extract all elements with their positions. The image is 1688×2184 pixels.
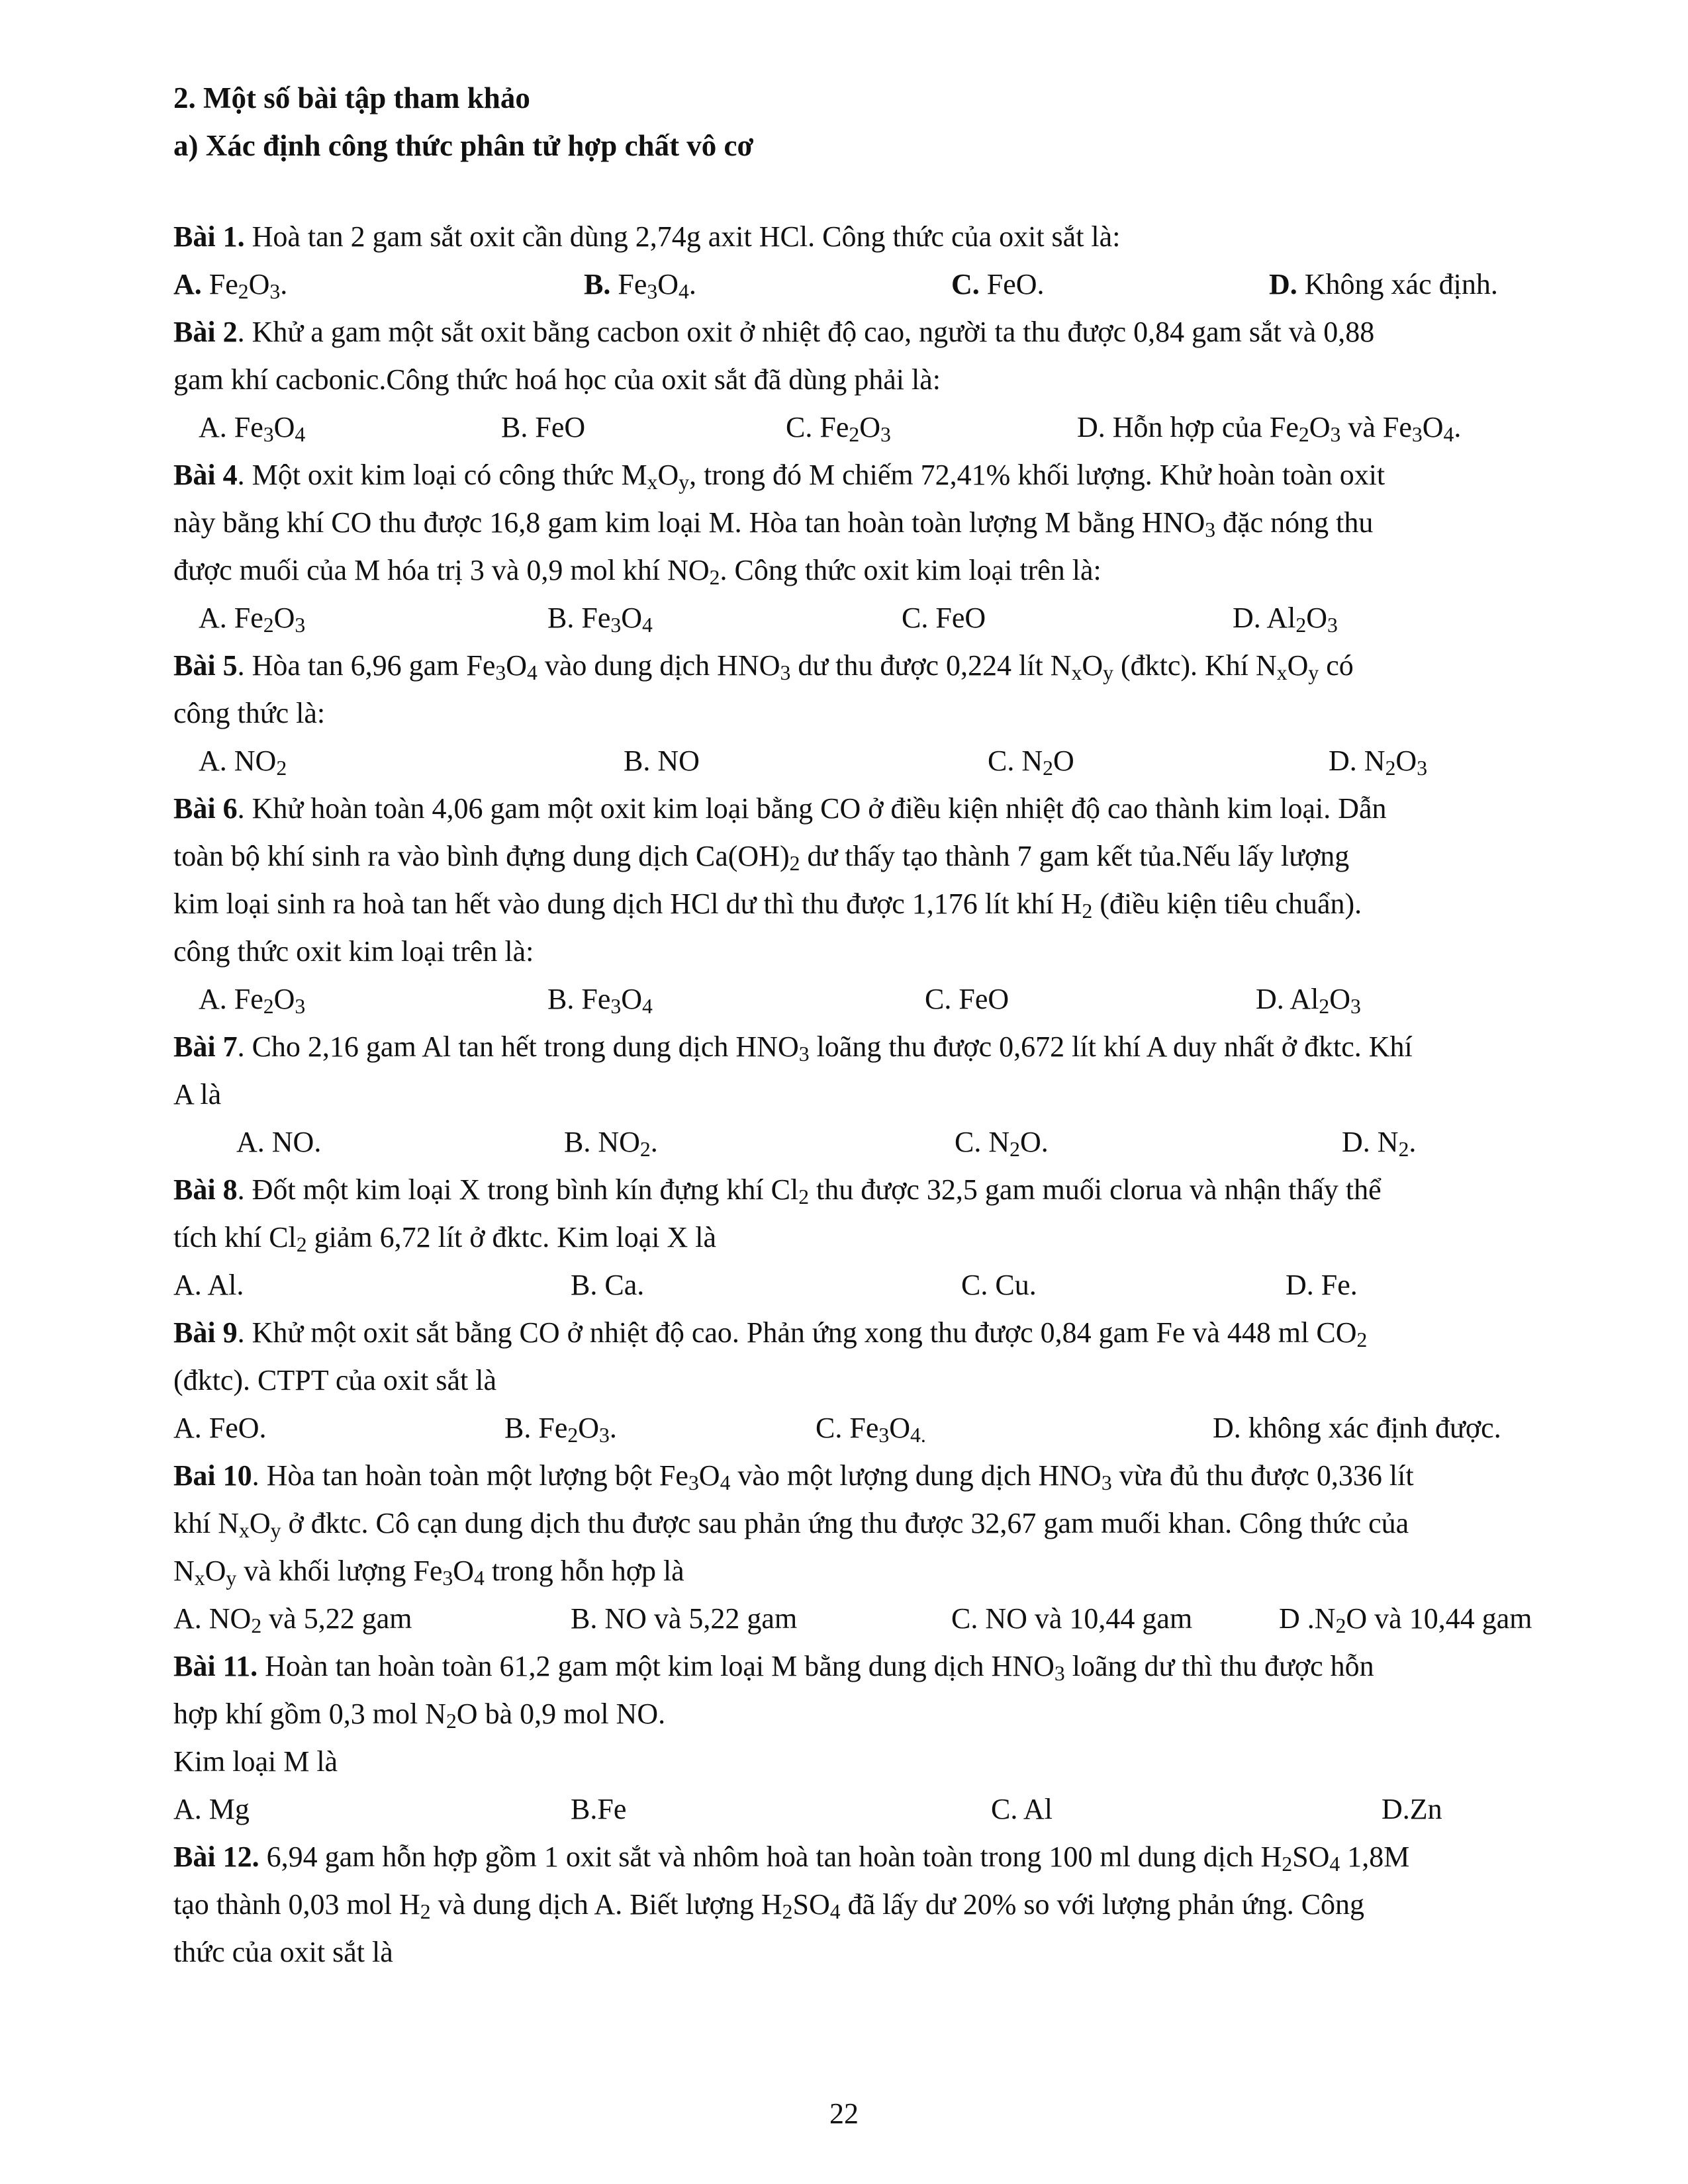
- line-text: Kim loại M là: [173, 1745, 338, 1778]
- exercise-list: [173, 213, 1597, 1976]
- answer-option: [961, 1261, 1037, 1309]
- option-text: B. $NO_2$.: [564, 1126, 658, 1161]
- exercise-label: Bài 4: [173, 459, 238, 491]
- option-text: D. không xác định được.: [1213, 1412, 1501, 1444]
- exercise-label: Bai 10: [173, 1459, 252, 1492]
- text-line: [173, 833, 1597, 880]
- line-text: hợp khí gồm 0,3 mol $N_2O$ bà 0,9 mol NO.: [173, 1698, 666, 1733]
- line-text: 6,94 gam hỗn hợp gồm 1 oxit sắt và nhôm hoà tan hoàn toàn trong 100 ml dung dịch $H_2SO_4$ 1,8M: [259, 1841, 1410, 1876]
- line-text: Hoàn tan hoàn toàn 61,2 gam một kim loại M bằng dung dịch $HNO_3$ loãng dư thì thu được hỗn: [258, 1650, 1374, 1685]
- exercise-label: Bài 8: [173, 1173, 238, 1206]
- answer-option: [1382, 1786, 1442, 1833]
- line-text: . Cho 2,16 gam Al tan hết trong dung dịch $HNO_3$ loãng thu được 0,672 lít khí A duy nhất ở đktc. Khí: [237, 1030, 1413, 1066]
- answer-options-row: [173, 1595, 1597, 1643]
- answer-option: [173, 1404, 267, 1452]
- line-text: này bằng khí CO thu được 16,8 gam kim loại M. Hòa tan hoàn toàn lượng M bằng $HNO_3$ đặc nóng thu: [173, 506, 1374, 541]
- exercise-title-line: [173, 1452, 1597, 1500]
- exercise-title-line: [173, 1166, 1597, 1214]
- spacer: [173, 169, 1597, 213]
- line-text: . Khử hoàn toàn 4,06 gam một oxit kim loại bằng CO ở điều kiện nhiệt độ cao thành kim loại. Dẫn: [237, 792, 1387, 825]
- answer-options-row: [173, 404, 1597, 451]
- option-text: C. FeO: [902, 602, 986, 634]
- answer-option: [955, 1118, 1049, 1166]
- option-text: D. Fe.: [1286, 1269, 1358, 1301]
- answer-option: [1233, 594, 1338, 642]
- option-text: FeO.: [979, 268, 1045, 300]
- text-line: [173, 690, 1597, 737]
- text-line: [173, 1500, 1597, 1547]
- line-text: . Hòa tan hoàn toàn một lượng bột $Fe_3O_4$ vào một lượng dung dịch $HNO_3$ vừa đủ thu được 0,336 lít: [252, 1459, 1414, 1494]
- answer-option: [1329, 737, 1427, 785]
- answer-option: [564, 1118, 658, 1166]
- line-text: thức của oxit sắt là: [173, 1936, 393, 1968]
- subsection-heading: a) Xác định công thức phân tử hợp chất vô cơ: [173, 129, 754, 162]
- option-text: B. Ca.: [571, 1269, 645, 1301]
- line-text: được muối của M hóa trị 3 và 0,9 mol khí $NO_2$. Công thức oxit kim loại trên là:: [173, 554, 1102, 589]
- answer-option: [199, 737, 287, 785]
- exercise-label: Bài 6: [173, 792, 238, 825]
- answer-option: [951, 261, 1045, 308]
- line-text: kim loại sinh ra hoà tan hết vào dung dịch HCl dư thì thu được 1,176 lít khí $H_2$ (điều kiện tiêu chuẩn).: [173, 887, 1362, 923]
- text-line: [173, 1690, 1597, 1738]
- answer-option: [173, 1595, 412, 1643]
- exercise-label: Bài 5: [173, 649, 238, 682]
- option-text: A. FeO.: [173, 1412, 267, 1444]
- answer-option: [902, 594, 986, 642]
- exercise-title-line: [173, 1643, 1597, 1690]
- exercise-label: Bài 12.: [173, 1841, 259, 1873]
- line-text: toàn bộ khí sinh ra vào bình đựng dung dịch $Ca(OH)_2$ dư thấy tạo thành 7 gam kết tủa.Nếu lấy lượng: [173, 840, 1350, 875]
- answer-option: [173, 261, 287, 308]
- answer-option: [951, 1595, 1192, 1643]
- answer-option: [571, 1595, 797, 1643]
- option-text: D. $N_2$.: [1342, 1126, 1417, 1161]
- option-text: $Fe_3O_4$.: [610, 268, 696, 303]
- text-line: [173, 1881, 1597, 1929]
- answer-option: [925, 976, 1009, 1023]
- exercise-label: Bài 7: [173, 1030, 238, 1063]
- option-text: B. NO và 5,22 gam: [571, 1602, 798, 1635]
- option-text: Không xác định.: [1297, 268, 1498, 300]
- option-text: B. NO: [624, 745, 700, 777]
- option-text: D. $N_2O_3$: [1329, 745, 1428, 780]
- option-text: B. $Fe_3O_4$: [547, 983, 653, 1018]
- option-text: A. $Fe_2O_3$: [199, 983, 306, 1018]
- option-text: D $.N_2O$ và 10,44 gam: [1279, 1602, 1532, 1637]
- option-text: B.Fe: [571, 1793, 627, 1825]
- option-text: C. $Fe_2O_3$: [786, 411, 891, 446]
- answer-option: [501, 404, 585, 451]
- answer-option: [624, 737, 700, 785]
- answer-option: [786, 404, 891, 451]
- page-number: 22: [829, 2097, 859, 2130]
- text-line: [173, 928, 1597, 976]
- option-text: C. $Fe_3O_{4.}$: [816, 1412, 926, 1447]
- answer-option: [199, 404, 305, 451]
- answer-option: [584, 261, 696, 308]
- option-text: A. $Fe_2O_3$: [199, 602, 306, 637]
- line-text: . Hòa tan 6,96 gam $Fe_3O_4$ vào dung dịch $HNO_3$ dư thu được 0,224 lít $N_xO_y$ (đktc). Khí $N_xO_y$ có: [237, 649, 1354, 684]
- exercise-label: Bài 2: [173, 316, 238, 348]
- text-line: [173, 1547, 1597, 1595]
- option-text: A. NO.: [236, 1126, 322, 1158]
- answer-options-row: [173, 737, 1597, 785]
- line-text: . Đốt một kim loại X trong bình kín đựng khí $Cl_2$ thu được 32,5 gam muối clorua và nhận thấy thể: [237, 1173, 1382, 1208]
- text-line: [173, 547, 1597, 594]
- option-text: D. Hỗn hợp của $Fe_2O_3$ và $Fe_3O_4$.: [1077, 411, 1462, 446]
- section-heading: 2. Một số bài tập tham khảo: [173, 81, 530, 114]
- exercise-title-line: [173, 213, 1597, 261]
- answer-options-row: [173, 1786, 1597, 1833]
- answer-option: [236, 1118, 321, 1166]
- text-line: [173, 880, 1597, 928]
- line-text: . Một oxit kim loại có công thức $M_xO_y$, trong đó M chiếm 72,41% khối lượng. Khử hoàn toàn oxit: [237, 459, 1385, 494]
- option-text: A. Al.: [173, 1269, 244, 1301]
- option-text: A. Mg: [173, 1793, 250, 1825]
- exercise-title-line: [173, 642, 1597, 690]
- answer-option: [991, 1786, 1053, 1833]
- answer-option: [1279, 1595, 1532, 1643]
- line-text: A là: [173, 1078, 222, 1111]
- answer-option: [1342, 1118, 1416, 1166]
- option-text: $Fe_2O_3$.: [201, 268, 288, 303]
- option-text: D. $Al_2O_3$: [1233, 602, 1338, 637]
- option-text: C. $N_2O$: [988, 745, 1074, 780]
- answer-option: [173, 1261, 244, 1309]
- line-text: gam khí cacbonic.Công thức hoá học của oxit sắt đã dùng phải là:: [173, 363, 941, 396]
- option-label: B.: [584, 268, 611, 300]
- answer-option: [1269, 261, 1498, 308]
- text-line: [173, 499, 1597, 547]
- answer-option: [1286, 1261, 1358, 1309]
- option-text: D. $Al_2O_3$: [1256, 983, 1361, 1018]
- option-text: A. $Fe_3O_4$: [199, 411, 306, 446]
- answer-option: [173, 1786, 250, 1833]
- line-text: khí $N_xO_y$ ở đktc. Cô cạn dung dịch thu được sau phản ứng thu được 32,67 gam muối khan. Công thức của: [173, 1507, 1409, 1542]
- option-text: D.Zn: [1382, 1793, 1442, 1825]
- exercise-title-line: [173, 1833, 1597, 1881]
- option-text: B. $Fe_2O_3$.: [504, 1412, 617, 1447]
- exercise-title-line: [173, 1023, 1597, 1071]
- option-text: C. NO và 10,44 gam: [951, 1602, 1193, 1635]
- answer-options-row: [173, 976, 1597, 1023]
- exercise-label: Bài 11.: [173, 1650, 258, 1682]
- option-text: B. $Fe_3O_4$: [547, 602, 653, 637]
- answer-option: [199, 976, 305, 1023]
- line-text: $N_xO_y$ và khối lượng $Fe_3O_4$ trong hỗn hợp là: [173, 1555, 684, 1590]
- exercise-title-line: [173, 308, 1597, 356]
- answer-options-row: [173, 1404, 1597, 1452]
- answer-option: [1256, 976, 1361, 1023]
- answer-option: [547, 594, 653, 642]
- option-text: B. FeO: [501, 411, 586, 443]
- exercise-title-line: [173, 1309, 1597, 1357]
- answer-option: [1077, 404, 1461, 451]
- exercise-label: Bài 9: [173, 1316, 238, 1349]
- exercise-label: Bài 1.: [173, 220, 245, 253]
- answer-option: [547, 976, 653, 1023]
- line-text: Hoà tan 2 gam sắt oxit cần dùng 2,74g axit HCl. Công thức của oxit sắt là:: [244, 220, 1121, 253]
- text-line: [173, 356, 1597, 404]
- option-text: A. $NO_2$: [199, 745, 287, 780]
- answer-option: [571, 1261, 644, 1309]
- line-text: công thức oxit kim loại trên là:: [173, 935, 534, 968]
- answer-options-row: [173, 1261, 1597, 1309]
- answer-option: [199, 594, 305, 642]
- option-text: C. $N_2O$.: [955, 1126, 1049, 1161]
- document-page: [173, 74, 1597, 1976]
- option-text: A. $NO_2$ và 5,22 gam: [173, 1602, 412, 1637]
- option-label: D.: [1269, 268, 1297, 300]
- answer-option: [988, 737, 1074, 785]
- answer-options-row: [173, 1118, 1597, 1166]
- answer-options-row: [173, 594, 1597, 642]
- text-line: [173, 1071, 1597, 1118]
- answer-options-row: [173, 261, 1597, 308]
- option-label: A.: [173, 268, 202, 300]
- option-label: C.: [951, 268, 980, 300]
- text-line: [173, 1738, 1597, 1786]
- line-text: . Khử một oxit sắt bằng CO ở nhiệt độ cao. Phản ứng xong thu được 0,84 gam Fe và 448 ml $CO_2$: [237, 1316, 1368, 1351]
- line-text: tạo thành 0,03 mol $H_2$ và dung dịch A. Biết lượng $H_2SO_4$ đã lấy dư 20% so với lượng phản ứng. Công: [173, 1888, 1365, 1923]
- option-text: C. Cu.: [961, 1269, 1037, 1301]
- exercise-title-line: [173, 785, 1597, 833]
- exercise-title-line: [173, 451, 1597, 499]
- option-text: C. Al: [991, 1793, 1053, 1825]
- line-text: công thức là:: [173, 697, 326, 729]
- answer-option: [504, 1404, 617, 1452]
- answer-option: [1213, 1404, 1501, 1452]
- answer-option: [816, 1404, 926, 1452]
- line-text: tích khí $Cl_2$ giảm 6,72 lít ở đktc. Kim loại X là: [173, 1221, 717, 1256]
- line-text: (đktc). CTPT của oxit sắt là: [173, 1364, 496, 1396]
- text-line: [173, 1357, 1597, 1404]
- text-line: [173, 1929, 1597, 1976]
- option-text: C. FeO: [925, 983, 1009, 1015]
- text-line: [173, 1214, 1597, 1261]
- answer-option: [571, 1786, 626, 1833]
- line-text: . Khử a gam một sắt oxit bằng cacbon oxit ở nhiệt độ cao, người ta thu được 0,84 gam sắt và 0,88: [237, 316, 1375, 348]
